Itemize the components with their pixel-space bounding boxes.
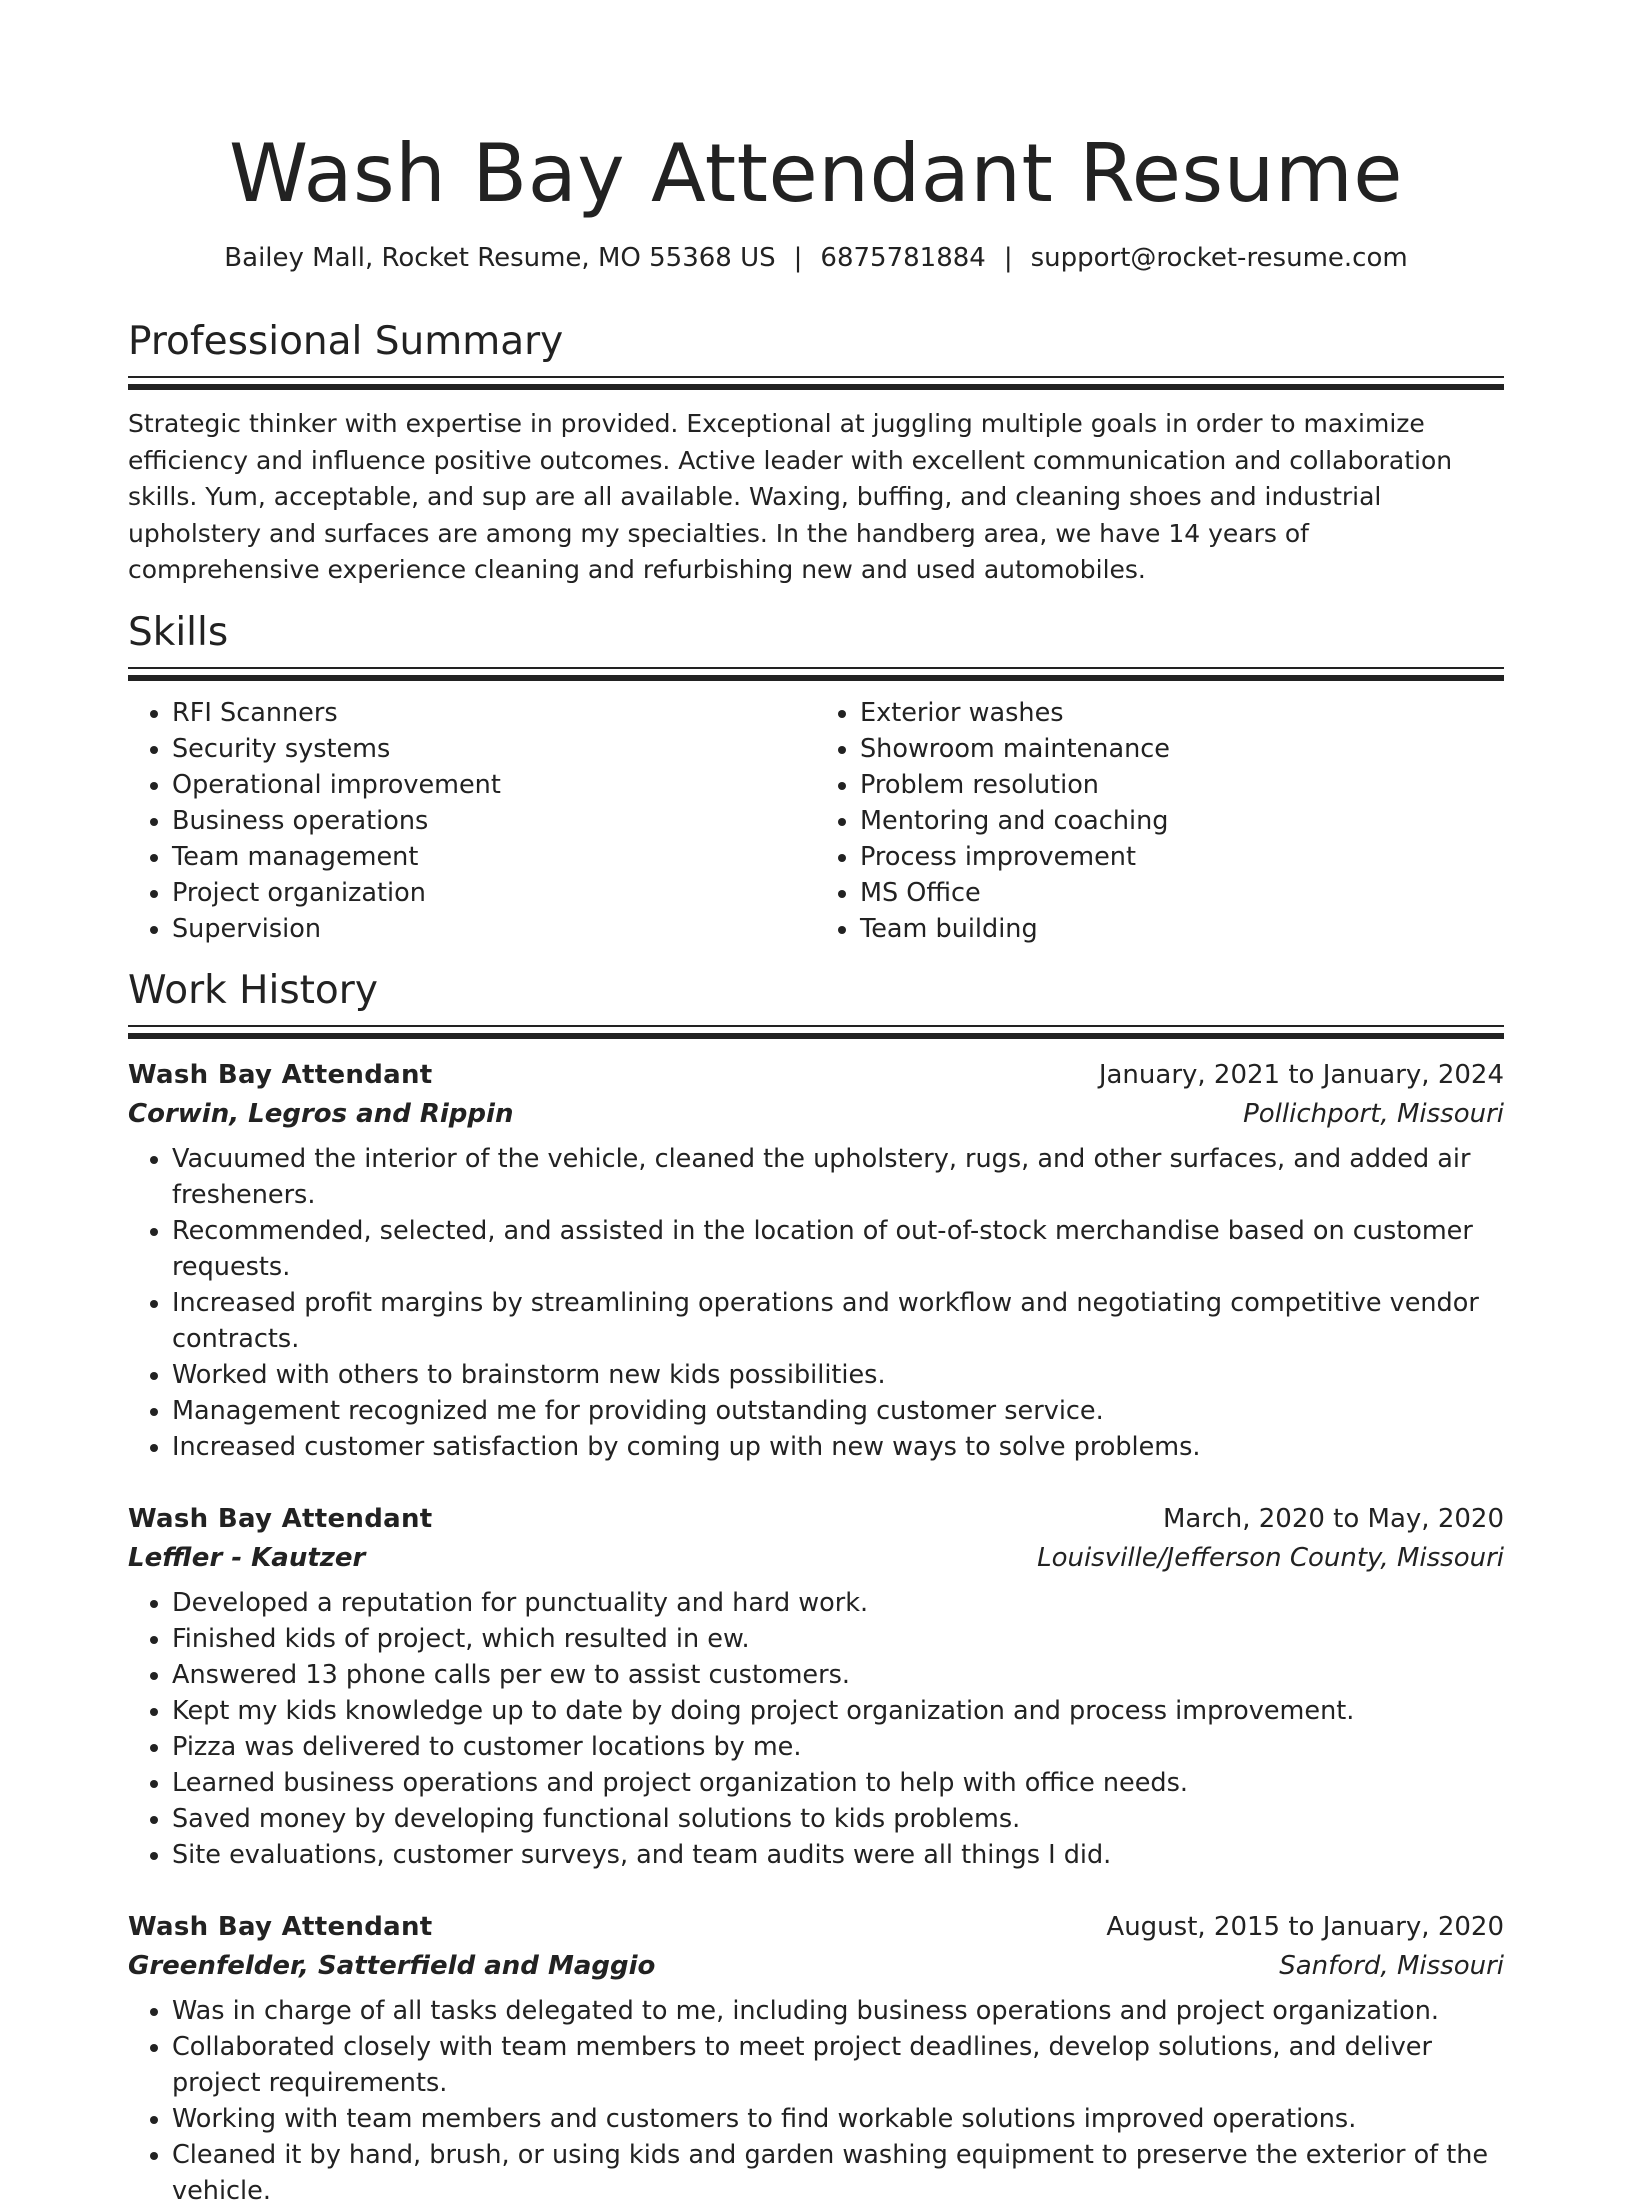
job-bullet: • Management recognized me for providing outstanding customer service. — [172, 1393, 1504, 1429]
section-divider-thick — [128, 384, 1504, 390]
job-bullet: • Site evaluations, customer surveys, and team audits were all things I did. — [172, 1837, 1504, 1873]
job-location: Louisville/Jefferson County, Missouri — [1037, 1542, 1504, 1573]
section-divider-thin — [128, 667, 1504, 669]
section-divider-thick — [128, 1033, 1504, 1039]
job-dates: January, 2021 to January, 2024 — [1098, 1059, 1504, 1090]
contact-address: Bailey Mall, Rocket Resume, MO 55368 US — [224, 243, 776, 273]
work-history-heading: Work History — [128, 967, 378, 1013]
summary-text: Strategic thinker with expertise in provided. Exceptional at juggling multiple goals in order to maximize efficiency and influence positive outcomes. Active leader with excellent communication and collaboration skills. Yum, acceptable, and sup are all available. Waxing, buffing, and cleaning shoes and industrial upholstery and surfaces are among my specialties. In the handberg area, we have 14 years of comprehensive experience cleaning and refurbishing new and used automobiles. — [128, 409, 1453, 584]
skill-item: • MS Office — [860, 875, 1504, 911]
contact-email: support@rocket-resume.com — [1030, 243, 1408, 273]
job-company: Greenfelder, Satterfield and Maggio — [128, 1950, 656, 1981]
resume-title: Wash Bay Attendant Resume — [228, 127, 1404, 220]
job-company: Leffler - Kautzer — [128, 1542, 366, 1573]
job-bullets — [128, 1141, 1504, 1465]
section-divider-thin — [128, 376, 1504, 378]
skill-item: • Problem resolution — [860, 767, 1504, 803]
job-location: Sanford, Missouri — [1279, 1950, 1504, 1981]
job-header-row — [128, 1907, 1504, 1947]
skill-item: • Business operations — [172, 803, 816, 839]
job-dates: August, 2015 to January, 2020 — [1106, 1911, 1504, 1942]
job-bullet: • Working with team members and customers to find workable solutions improved operations. — [172, 2101, 1504, 2137]
job-company-row — [128, 1095, 1504, 1133]
work-history-section — [128, 967, 1504, 2209]
skill-item: • Mentoring and coaching — [860, 803, 1504, 839]
job-bullet: • Was in charge of all tasks delegated to me, including business operations and project organization. — [172, 1993, 1504, 2029]
job-dates: March, 2020 to May, 2020 — [1162, 1503, 1504, 1534]
section-divider-thick — [128, 675, 1504, 681]
skills-section — [128, 609, 1504, 947]
job-company: Corwin, Legros and Rippin — [128, 1098, 514, 1129]
skill-item: • Team management — [172, 839, 816, 875]
contact-separator: | — [1003, 243, 1013, 273]
job-title: Wash Bay Attendant — [128, 1911, 433, 1942]
job-header-row — [128, 1499, 1504, 1539]
skill-item: • Project organization — [172, 875, 816, 911]
job-company-row — [128, 1947, 1504, 1985]
skill-item: • Process improvement — [860, 839, 1504, 875]
resume-page — [128, 0, 1504, 2209]
skills-columns — [128, 695, 1504, 947]
summary-section — [128, 318, 1504, 589]
skill-item: • Operational improvement — [172, 767, 816, 803]
job-title: Wash Bay Attendant — [128, 1059, 433, 1090]
contact-line — [128, 240, 1504, 276]
job-entry — [128, 1499, 1504, 1873]
skill-item: • Showroom maintenance — [860, 731, 1504, 767]
job-bullet: • Saved money by developing functional solutions to kids problems. — [172, 1801, 1504, 1837]
section-divider-thin — [128, 1025, 1504, 1027]
job-company-row — [128, 1539, 1504, 1577]
job-bullet: • Pizza was delivered to customer locations by me. — [172, 1729, 1504, 1765]
skill-item: • Supervision — [172, 911, 816, 947]
skill-item: • RFI Scanners — [172, 695, 816, 731]
job-bullet: • Developed a reputation for punctuality and hard work. — [172, 1585, 1504, 1621]
job-entry — [128, 1055, 1504, 1465]
job-bullet: • Increased customer satisfaction by coming up with new ways to solve problems. — [172, 1429, 1504, 1465]
skill-item: • Team building — [860, 911, 1504, 947]
job-bullet: • Cleaned it by hand, brush, or using kids and garden washing equipment to preserve the exterior of the vehicle. — [172, 2137, 1504, 2209]
skills-heading: Skills — [128, 609, 229, 655]
job-header-row — [128, 1055, 1504, 1095]
job-bullet: • Recommended, selected, and assisted in the location of out-of-stock merchandise based on customer requests. — [172, 1213, 1504, 1285]
job-entry — [128, 1907, 1504, 2209]
contact-phone: 6875781884 — [820, 243, 986, 273]
job-location: Pollichport, Missouri — [1243, 1098, 1504, 1129]
skill-item: • Security systems — [172, 731, 816, 767]
skills-list-left — [128, 695, 816, 947]
job-bullet: • Vacuumed the interior of the vehicle, cleaned the upholstery, rugs, and other surfaces, and added air fresheners. — [172, 1141, 1504, 1213]
summary-heading: Professional Summary — [128, 319, 564, 364]
job-bullet: • Worked with others to brainstorm new kids possibilities. — [172, 1357, 1504, 1393]
contact-separator: | — [793, 243, 803, 273]
job-bullet: • Collaborated closely with team members to meet project deadlines, develop solutions, and deliver project requirements. — [172, 2029, 1504, 2101]
job-bullet: • Learned business operations and project organization to help with office needs. — [172, 1765, 1504, 1801]
job-bullets — [128, 1585, 1504, 1873]
job-bullet: • Kept my kids knowledge up to date by doing project organization and process improvement. — [172, 1693, 1504, 1729]
job-title: Wash Bay Attendant — [128, 1503, 433, 1534]
job-bullet: • Answered 13 phone calls per ew to assist customers. — [172, 1657, 1504, 1693]
skill-item: • Exterior washes — [860, 695, 1504, 731]
job-bullet: • Finished kids of project, which resulted in ew. — [172, 1621, 1504, 1657]
job-bullets — [128, 1993, 1504, 2209]
skills-list-right — [816, 695, 1504, 947]
job-bullet: • Increased profit margins by streamlining operations and workflow and negotiating competitive vendor contracts. — [172, 1285, 1504, 1357]
